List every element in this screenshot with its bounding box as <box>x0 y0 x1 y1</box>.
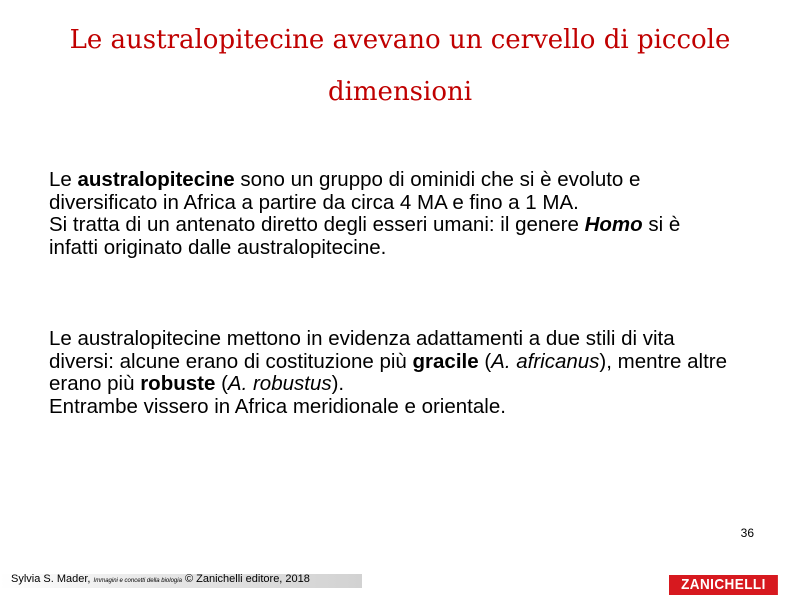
text-run: Entrambe vissero in Africa meridionale e orientale. <box>49 394 506 418</box>
footer-copyright: © Zanichelli editore, 2018 <box>181 573 310 585</box>
footer-book-title: Immagini e concetti della biologia <box>93 578 182 584</box>
text-run: Le australopitecine mettono in evidenza adattamenti a due stili di vita diversi: alcune erano di costituzione più <box>49 327 675 373</box>
footer-credit <box>11 573 310 585</box>
italic-species-robustus: A. robustus <box>227 372 332 395</box>
text-run: sono un gruppo di ominidi che si è evoluto e diversificato in Africa a partire da circa 4 MA e fino a 1 MA. <box>49 168 641 214</box>
page-number: 36 <box>740 526 754 540</box>
text-run: Le <box>49 168 78 191</box>
text-run: ). <box>331 372 345 395</box>
text-run: Si tratta di un antenato diretto degli esseri umani: il genere <box>49 213 585 236</box>
bold-term-gracile: gracile <box>412 349 479 373</box>
italic-species-africanus: A. africanus <box>491 349 600 373</box>
text-run: ), mentre altre erano più <box>49 349 728 395</box>
text-run: ( <box>478 349 492 373</box>
text-run: si è infatti originato dalle australopitecine. <box>49 213 681 259</box>
paragraph-adaptations <box>49 328 729 418</box>
text-run: ( <box>215 372 228 395</box>
zanichelli-logo: ZANICHELLI <box>669 575 778 595</box>
slide-title: Le australopitecine avevano un cervello di piccole dimensioni <box>69 25 731 107</box>
footer-author: Sylvia S. Mader, <box>11 573 94 585</box>
bold-term-australopitecine: australopitecine <box>77 168 235 191</box>
bold-italic-term-homo: Homo <box>584 213 643 236</box>
paragraph-intro <box>49 169 729 259</box>
bold-term-robuste: robuste <box>140 372 216 395</box>
